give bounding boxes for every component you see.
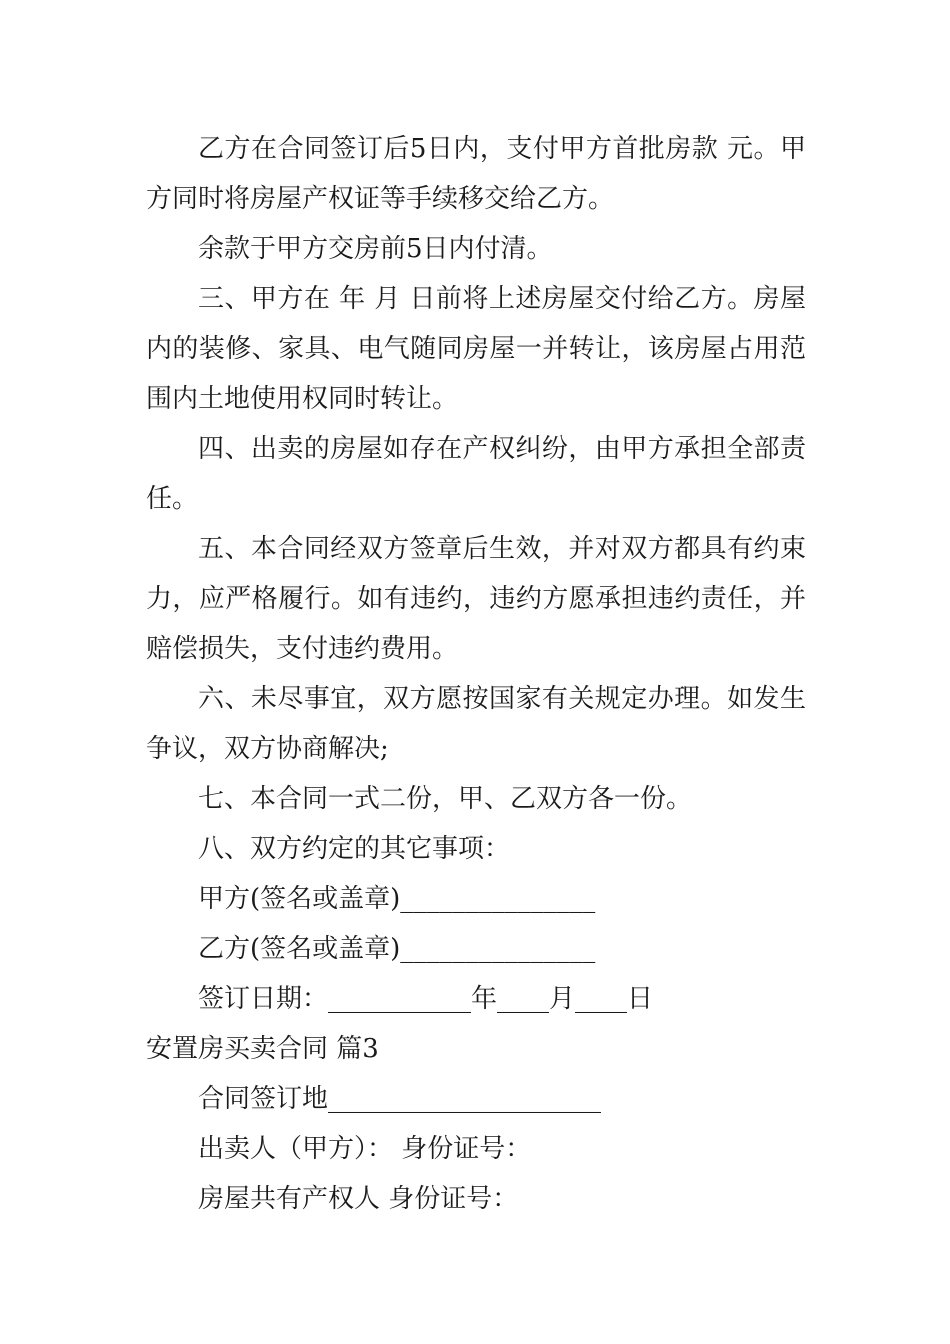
clause-three: 三、甲方在 年 月 日前将上述房屋交付给乙方。房屋内的装修、家具、电气随同房屋一并转让，该房屋占用范围内土地使用权同时转让。 [146, 284, 806, 414]
paragraph-payment-first: 乙方在合同签订后5日内，支付甲方首批房款 元。甲方同时将房屋产权证等手续移交给乙方。 [146, 134, 806, 214]
section-heading: 安置房买卖合同 篇3 [146, 1034, 379, 1064]
party-b-signature-line: 乙方(签名或盖章)_______________ [198, 934, 596, 964]
document-body [146, 124, 806, 1224]
clause-five: 五、本合同经双方签章后生效，并对双方都具有约束力，应严格履行。如有违约，违约方愿承担违约责任，并赔偿损失，支付违约费用。 [146, 534, 806, 664]
clause-eight: 八、双方约定的其它事项： [198, 834, 511, 864]
signing-place-line: 合同签订地_____________________ [198, 1084, 602, 1114]
paragraph-balance: 余款于甲方交房前5日内付清。 [198, 234, 553, 264]
party-a-signature-line: 甲方(签名或盖章)_______________ [198, 884, 596, 914]
clause-four: 四、出卖的房屋如存在产权纠纷，由甲方承担全部责任。 [146, 434, 806, 514]
clause-six: 六、未尽事宜，双方愿按国家有关规定办理。如发生争议，双方协商解决; [146, 684, 806, 764]
co-owner-line: 房屋共有产权人 身份证号： [198, 1184, 519, 1214]
signing-date-line: 签订日期：___________年____月____日 [198, 984, 654, 1014]
seller-line: 出卖人（甲方）： 身份证号： [198, 1134, 532, 1164]
clause-seven: 七、本合同一式二份，甲、乙双方各一份。 [198, 784, 693, 814]
